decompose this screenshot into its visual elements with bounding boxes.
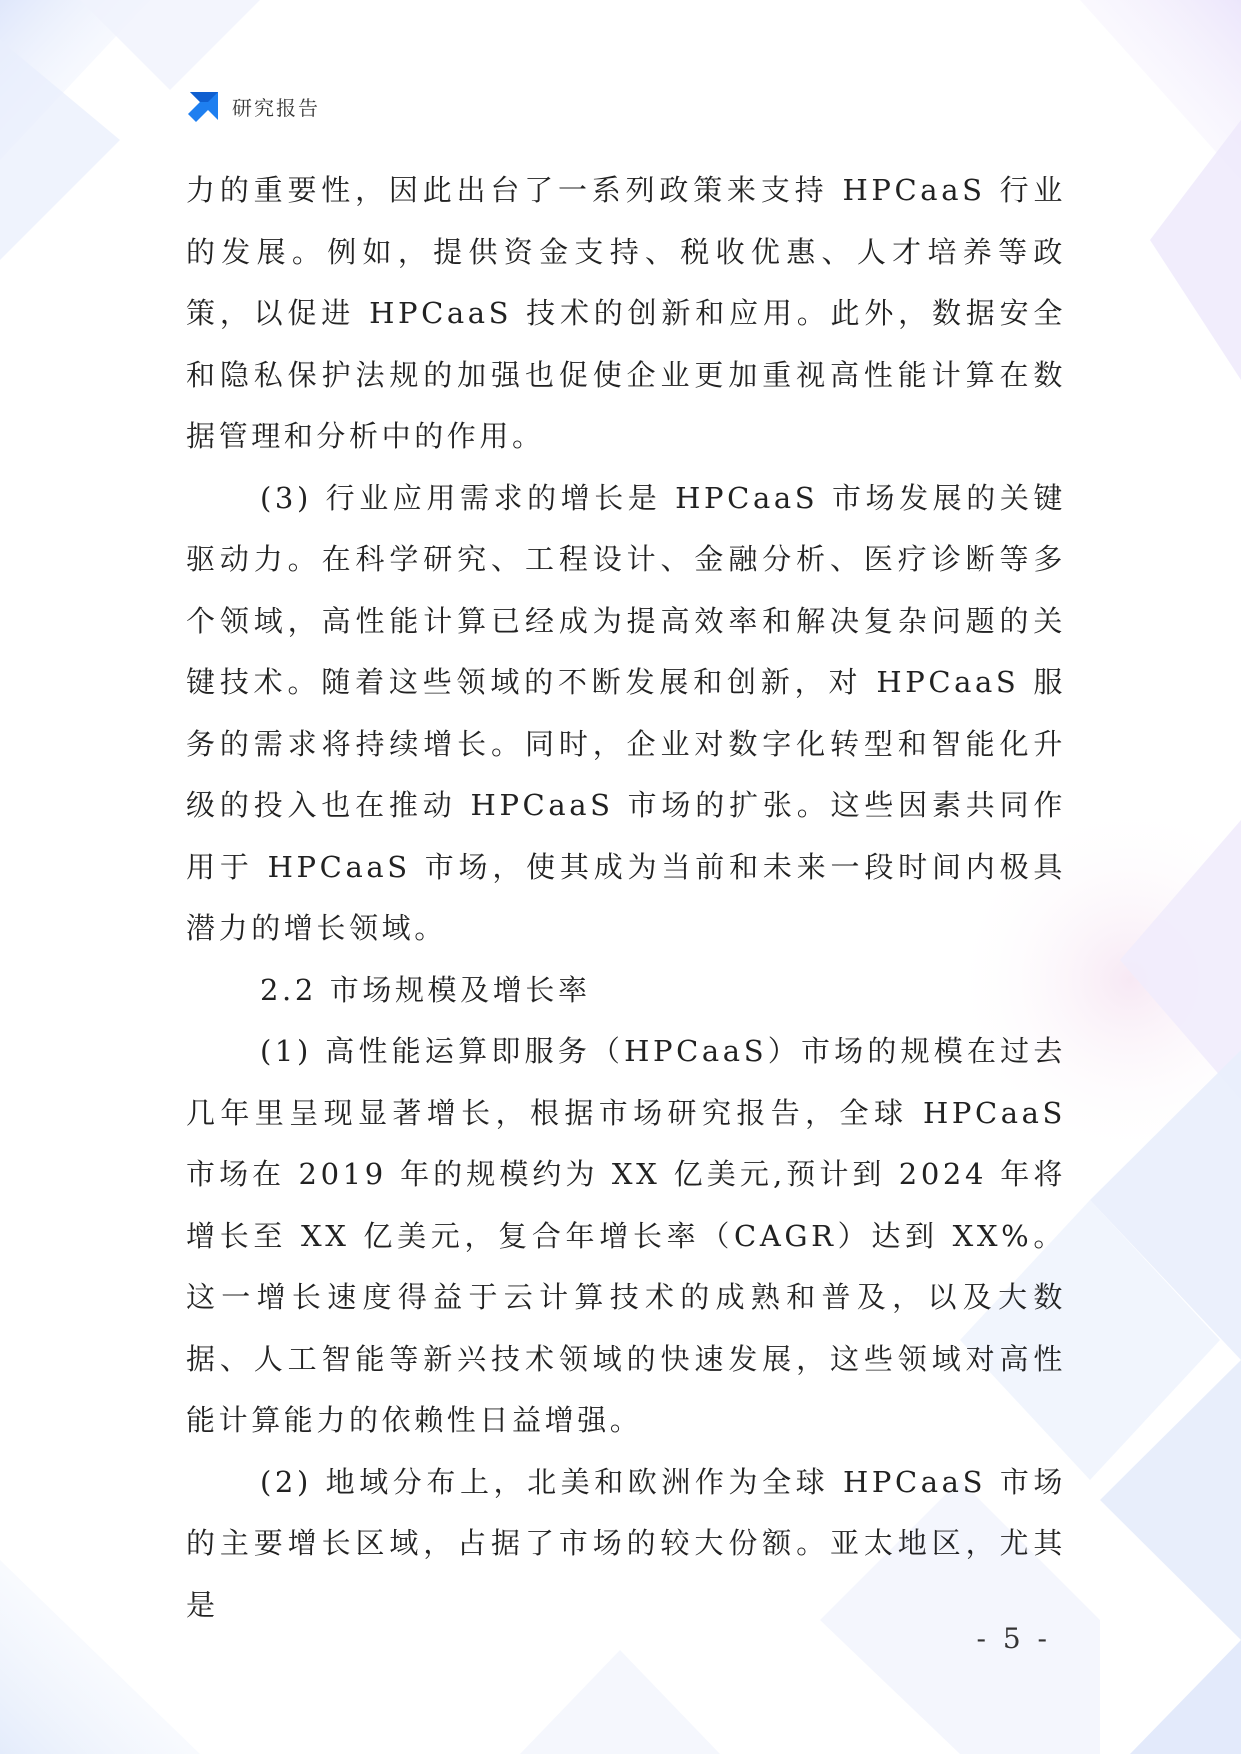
paragraph-item-1: (1) 高性能运算即服务（HPCaaS）市场的规模在过去几年里呈现显著增长，根据市场研究报告，全球 HPCaaS 市场在 2019 年的规模约为 XX 亿美元,预计到 2024 年将增长至 XX 亿美元，复合年增长率（CAGR）达到 XX%。这一增长速度得益于云计算技术的成熟和普及，以及大数据、人工智能等新兴技术领域的快速发展，这些领域对高性能计算能力的依赖性日益增强。 bbox=[186, 1034, 1066, 1437]
brand-label: 研究报告 bbox=[232, 95, 320, 120]
arrow-up-right-icon bbox=[186, 88, 222, 124]
document-body bbox=[186, 160, 1066, 1636]
paragraph-item-3: (3) 行业应用需求的增长是 HPCaaS 市场发展的关键驱动力。在科学研究、工程设计、金融分析、医疗诊断等多个领域，高性能计算已经成为提高效率和解决复杂问题的关键技术。随着这些领域的不断发展和创新，对 HPCaaS 服务的需求将持续增长。同时，企业对数字化转型和智能化升级的投入也在推动 HPCaaS 市场的扩张。这些因素共同作用于 HPCaaS 市场，使其成为当前和未来一段时间内极具潜力的增长领域。 bbox=[186, 480, 1066, 945]
report-header bbox=[186, 88, 320, 124]
paragraph-item-2: (2) 地域分布上，北美和欧洲作为全球 HPCaaS 市场的主要增长区域，占据了市场的较大份额。亚太地区，尤其是 bbox=[186, 1464, 1066, 1622]
section-heading: 2.2 市场规模及增长率 bbox=[260, 972, 591, 1007]
page-number: - 5 - bbox=[976, 1622, 1051, 1655]
paragraph-continuation: 力的重要性，因此出台了一系列政策来支持 HPCaaS 行业的发展。例如，提供资金支持、税收优惠、人才培养等政策，以促进 HPCaaS 技术的创新和应用。此外，数据安全和隐私保护法规的加强也促使企业更加重视高性能计算在数据管理和分析中的作用。 bbox=[186, 173, 1066, 453]
